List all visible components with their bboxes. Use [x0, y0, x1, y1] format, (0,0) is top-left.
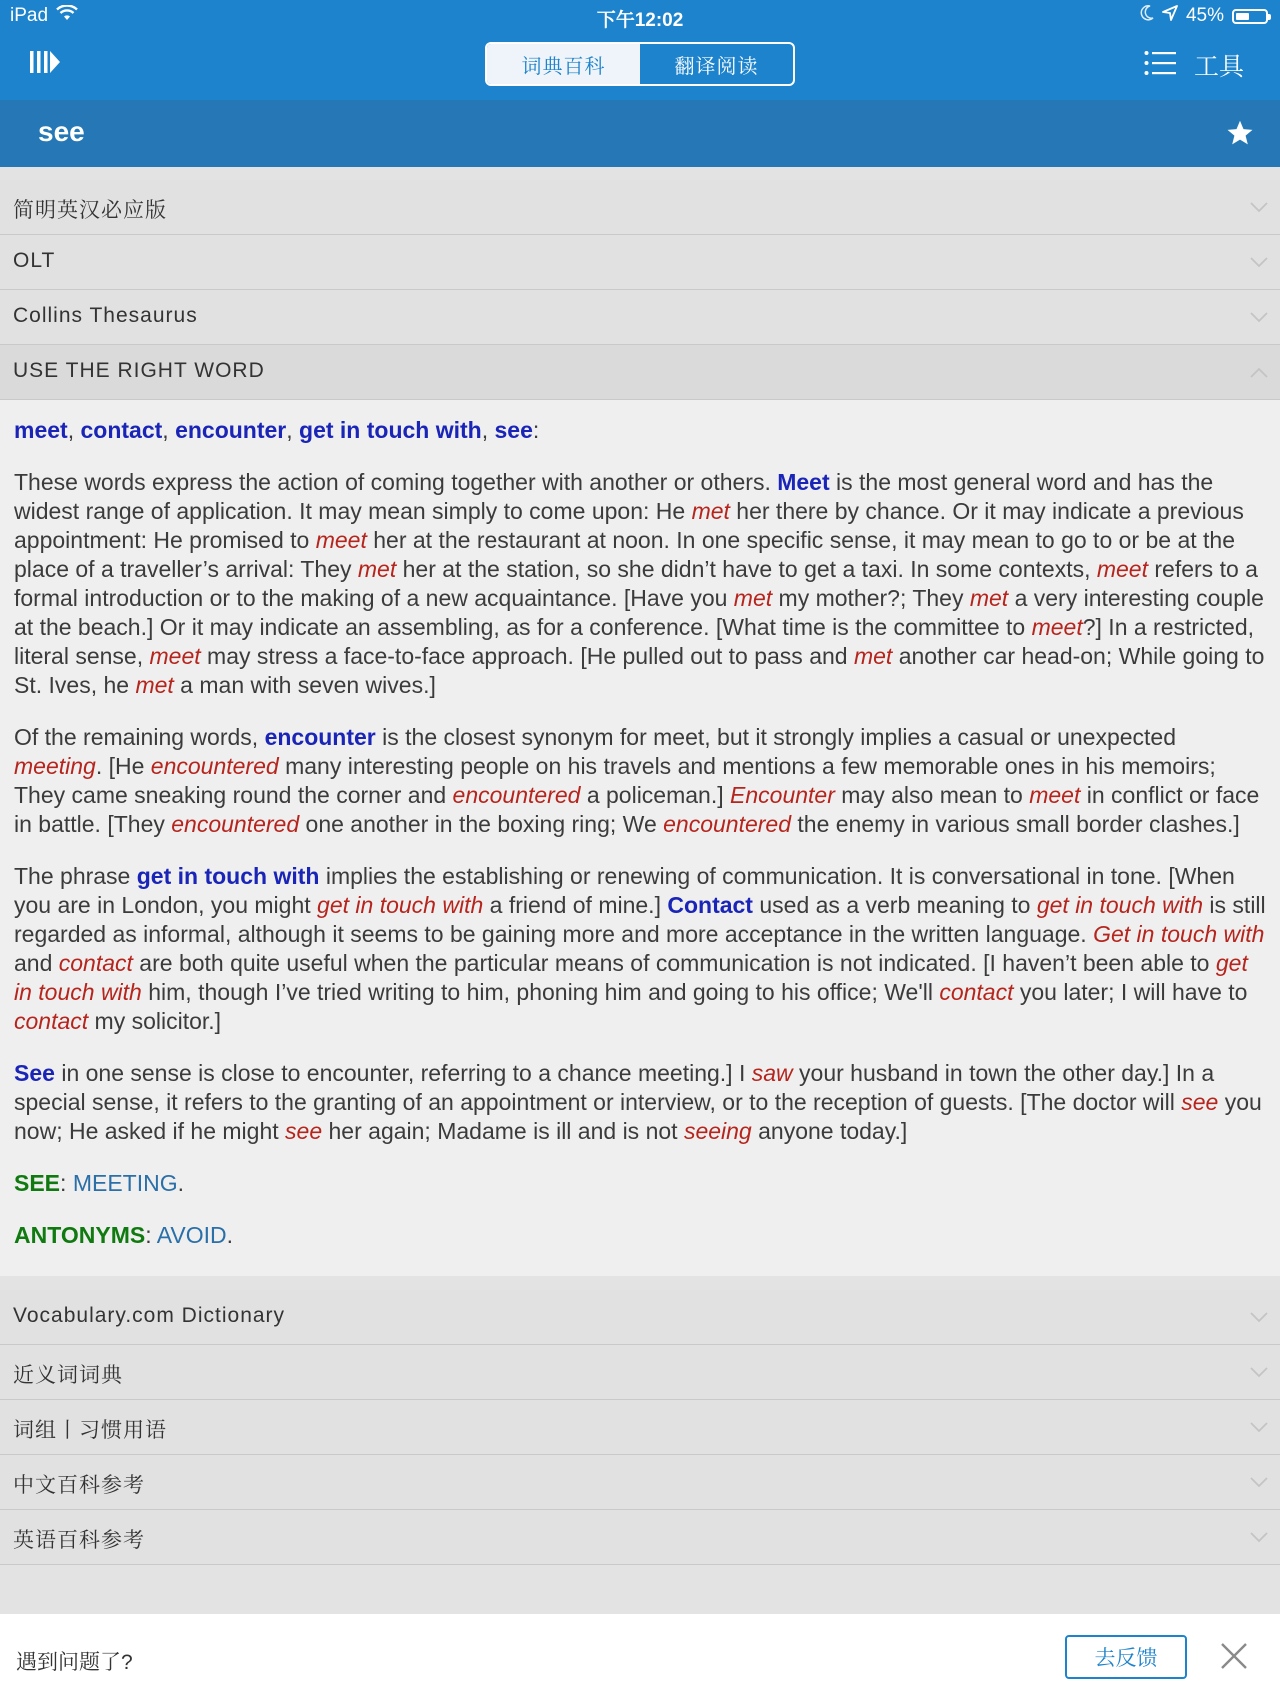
- headword: get in touch with: [136, 863, 320, 889]
- moon-icon: [1140, 5, 1154, 27]
- example-word: get in touch with: [14, 950, 1248, 1005]
- example-word: encountered: [452, 782, 581, 808]
- article-paragraph: [14, 862, 1266, 1036]
- text-run: many interesting people on his travels and mentions a few memorable ones in his memoirs; They came sneaking round the corner and: [14, 753, 1216, 808]
- example-word: meet: [1031, 614, 1083, 640]
- article-paragraph: [14, 468, 1266, 700]
- battery-icon: [1232, 9, 1268, 24]
- example-word: contact: [939, 979, 1014, 1005]
- section-title: USE THE RIGHT WORD: [13, 359, 265, 382]
- headword: contact: [80, 417, 163, 443]
- headword: see: [494, 417, 533, 443]
- example-word: Encounter: [730, 782, 835, 808]
- text-run: :: [60, 1170, 73, 1196]
- text-run: in conflict or face in battle. [They: [14, 782, 1260, 837]
- chevron-up-icon: [1250, 365, 1268, 383]
- text-run: implies the establishing or renewing of communication. It is conversational in tone. [When you are in London, you might: [14, 863, 1235, 918]
- chevron-down-icon: [1250, 1310, 1268, 1328]
- example-word: get in touch with: [317, 892, 484, 918]
- text-run: is still regarded as informal, although it seems to be gaining more and more acceptance in the written language.: [14, 892, 1266, 947]
- text-run: the enemy in various small border clashes.]: [791, 811, 1240, 837]
- text-run: a policeman.]: [580, 782, 731, 808]
- example-word: encountered: [150, 753, 279, 779]
- text-run: her at the station, so she didn’t have to get a taxi. In some contexts,: [396, 556, 1097, 582]
- article-body: [14, 468, 1266, 1250]
- text-run: .: [226, 1222, 233, 1248]
- text-run: your husband in town the other day.] In a special sense, it refers to the granting of an appointment or interview, or to the reception of guests. [The doctor will: [14, 1060, 1215, 1115]
- text-run: my mother?; They: [772, 585, 970, 611]
- menu-icon[interactable]: [1144, 50, 1176, 81]
- example-word: meet: [1029, 782, 1081, 808]
- text-run: :: [532, 417, 540, 443]
- battery-percent: 45%: [1185, 5, 1224, 26]
- text-run: are both quite useful when the particular means of communication is not indicated. [I haven’t been able to: [132, 950, 1216, 976]
- section-title: OLT: [13, 249, 56, 272]
- text-run: ,: [162, 417, 176, 443]
- text-run: her at the restaurant at noon. In one specific sense, it may mean to go to or be at the place of a traveller’s arrival: They: [14, 527, 1235, 582]
- cross-ref-link[interactable]: MEETING: [72, 1170, 178, 1196]
- section-header[interactable]: [0, 290, 1280, 345]
- text-run: you later; I will have to: [1013, 979, 1248, 1005]
- chevron-down-icon: [1250, 1420, 1268, 1438]
- headword: encounter: [264, 724, 376, 750]
- location-arrow-icon: [1162, 5, 1178, 27]
- text-run: is the closest synonym for meet, but it strongly implies a casual or unexpected: [375, 724, 1177, 750]
- example-word: met: [135, 672, 174, 698]
- section-title: 英语百科参考: [13, 1529, 145, 1552]
- section-header[interactable]: [0, 1510, 1280, 1565]
- text-run: ,: [481, 417, 495, 443]
- search-word: see: [38, 116, 85, 147]
- example-word: contact: [14, 1008, 89, 1034]
- cross-ref-link[interactable]: AVOID: [156, 1222, 227, 1248]
- section-title: 中文百科参考: [13, 1474, 145, 1497]
- device-name: iPad: [10, 5, 49, 26]
- section-header[interactable]: [0, 1400, 1280, 1455]
- example-word: meet: [315, 527, 367, 553]
- text-run: him, though I’ve tried writing to him, phoning him and going to his office; We'll: [141, 979, 940, 1005]
- section-label: ANTONYMS: [14, 1222, 146, 1248]
- section-header[interactable]: [0, 1290, 1280, 1345]
- article-heading: [14, 416, 1266, 445]
- example-word: met: [733, 585, 773, 611]
- text-run: my solicitor.]: [88, 1008, 222, 1034]
- search-word-bar: [0, 100, 1280, 167]
- chevron-down-icon: [1250, 200, 1268, 218]
- tab-dictionary[interactable]: 词典百科: [487, 44, 640, 84]
- article-paragraph: [14, 1221, 1266, 1250]
- section-header[interactable]: [0, 235, 1280, 290]
- section-title: Collins Thesaurus: [13, 304, 198, 327]
- chevron-down-icon: [1250, 1530, 1268, 1548]
- section-title: 简明英汉必应版: [13, 199, 167, 222]
- text-run: :: [145, 1222, 157, 1248]
- section-header[interactable]: [0, 1345, 1280, 1400]
- text-run: .: [177, 1170, 184, 1196]
- text-run: is the most general word and has the widest range of application. It may mean simply to come upon: He: [14, 469, 1214, 524]
- example-word: met: [691, 498, 730, 524]
- text-run: These words express the action of coming together with another or others.: [14, 469, 778, 495]
- close-icon[interactable]: [1219, 1641, 1249, 1676]
- section-header[interactable]: [0, 180, 1280, 235]
- headword: encounter: [175, 417, 287, 443]
- chevron-down-icon: [1250, 310, 1268, 328]
- headword: meet: [14, 417, 68, 443]
- example-word: Get in touch with: [1093, 921, 1265, 947]
- library-icon[interactable]: [28, 48, 62, 81]
- text-run: one another in the boxing ring; We: [299, 811, 664, 837]
- status-time: 下午12:02: [596, 10, 684, 31]
- example-word: meet: [1096, 556, 1148, 582]
- text-run: in one sense is close to encounter, referring to a chance meeting.] I: [54, 1060, 752, 1086]
- text-run: may stress a face-to-face approach. [He pulled out to pass and: [200, 643, 854, 669]
- example-word: encountered: [171, 811, 300, 837]
- section-title: 词组丨习惯用语: [13, 1419, 167, 1442]
- feedback-prompt: 遇到问题了?: [16, 1651, 133, 1674]
- text-run: a man with seven wives.]: [173, 672, 436, 698]
- section-gap: [0, 1276, 1280, 1290]
- example-word: meet: [149, 643, 201, 669]
- tools-button[interactable]: 工具: [1194, 53, 1245, 81]
- example-word: see: [1181, 1089, 1219, 1115]
- example-word: met: [853, 643, 893, 669]
- example-word: met: [969, 585, 1009, 611]
- headword: get in touch with: [299, 417, 482, 443]
- dictionary-sections: [0, 180, 1280, 1565]
- section-header[interactable]: [0, 1455, 1280, 1510]
- example-word: saw: [751, 1060, 793, 1086]
- text-run: refers to a formal introduction or to the making of a new acquaintance. [Have you: [14, 556, 1258, 611]
- text-run: ,: [286, 417, 300, 443]
- example-word: contact: [58, 950, 133, 976]
- example-word: meeting: [14, 753, 96, 779]
- tab-translate-read[interactable]: 翻译阅读: [674, 55, 759, 78]
- text-run: a very interesting couple at the beach.] Or it may indicate an assembling, as for a conference. [What time is the committee to: [14, 585, 1264, 640]
- text-run: The phrase: [14, 863, 137, 889]
- section-title: 近义词词典: [13, 1364, 123, 1387]
- chevron-down-icon: [1250, 255, 1268, 273]
- section-header-expanded[interactable]: [0, 345, 1280, 400]
- text-run: . [He: [95, 753, 151, 779]
- text-run: ?] In a restricted, literal sense,: [14, 614, 1255, 669]
- text-run: used as a verb meaning to: [752, 892, 1037, 918]
- star-icon[interactable]: [1226, 119, 1254, 152]
- top-nav-bar: [0, 0, 1280, 100]
- example-word: seeing: [683, 1118, 752, 1144]
- bottom-sections: [0, 1276, 1280, 1565]
- text-run: her there by chance. Or it may indicate a previous appointment: He promised to: [14, 498, 1244, 553]
- section-title: Vocabulary.com Dictionary: [13, 1304, 286, 1327]
- headword: Contact: [667, 892, 753, 918]
- feedback-bar: [0, 1614, 1280, 1707]
- text-run: another car head-on; While going to St. Ives, he: [14, 643, 1265, 698]
- text-run: ,: [67, 417, 81, 443]
- text-run: and: [14, 950, 59, 976]
- article-paragraph: [14, 723, 1266, 839]
- feedback-button[interactable]: 去反馈: [1065, 1635, 1187, 1679]
- chevron-down-icon: [1250, 1475, 1268, 1493]
- text-run: anyone today.]: [751, 1118, 908, 1144]
- text-run: her again; Madame is ill and is not: [322, 1118, 684, 1144]
- example-word: encountered: [663, 811, 792, 837]
- article-paragraph: [14, 1169, 1266, 1198]
- article-paragraph: [14, 1059, 1266, 1146]
- example-word: see: [285, 1118, 323, 1144]
- headword: See: [14, 1060, 55, 1086]
- status-right: [1140, 5, 1268, 27]
- text-run: a friend of mine.]: [483, 892, 668, 918]
- mode-segmented-control: [485, 42, 795, 86]
- headword: Meet: [777, 469, 830, 495]
- example-word: met: [357, 556, 397, 582]
- battery-level: [1236, 13, 1249, 20]
- usage-article: [0, 400, 1280, 1276]
- text-run: you now; He asked if he might: [14, 1089, 1262, 1144]
- chevron-down-icon: [1250, 1365, 1268, 1383]
- text-run: may also mean to: [834, 782, 1030, 808]
- example-word: get in touch with: [1036, 892, 1204, 918]
- text-run: Of the remaining words,: [14, 724, 265, 750]
- section-label: SEE: [14, 1170, 61, 1196]
